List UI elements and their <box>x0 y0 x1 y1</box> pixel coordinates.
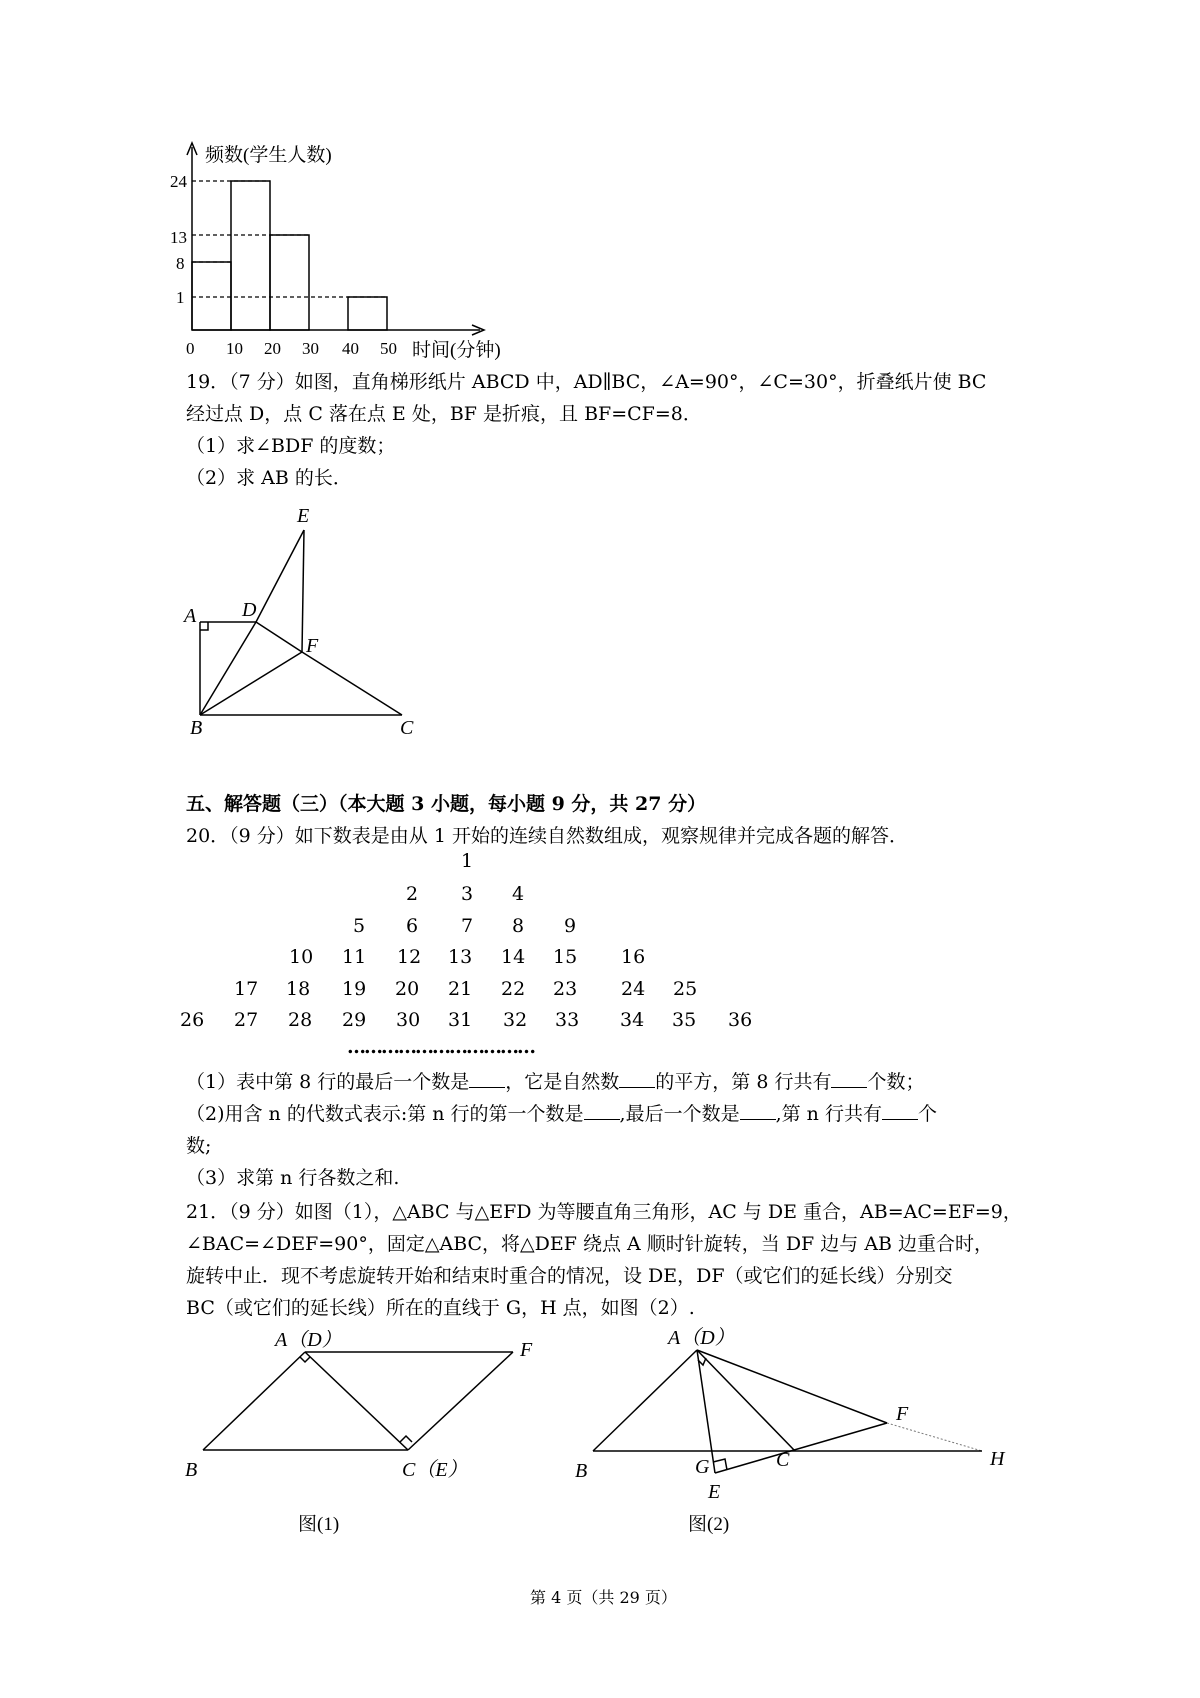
table-cell: 23 <box>553 978 578 1000</box>
table-cell: 6 <box>406 915 419 937</box>
table-cell: 27 <box>234 1009 259 1031</box>
page-footer: 第 4 页（共 29 页） <box>530 1588 677 1607</box>
q20-sub1-text: （1）表中第 8 行的最后一个数是 <box>186 1071 470 1093</box>
table-cell: 25 <box>673 978 698 1000</box>
table-cell: 28 <box>288 1009 313 1031</box>
q20-sub1-text: ，它是自然数 <box>505 1071 620 1093</box>
fig1-label-ce: C（E） <box>402 1459 468 1481</box>
fig2-label-c: C <box>776 1449 790 1471</box>
y-axis-title: 频数(学生人数) <box>205 145 332 166</box>
q20-sub2-text: ,最后一个数是 <box>619 1103 740 1125</box>
table-cell: 15 <box>553 946 578 968</box>
q20-sub2-text: （2)用含 n 的代数式表示:第 n 行的第一个数是 <box>186 1103 584 1125</box>
point-label-d: D <box>242 599 257 621</box>
answer-blank <box>469 1067 505 1088</box>
table-cell: 33 <box>555 1009 580 1031</box>
q20-intro: 20．（9 分）如下数表是由从 1 开始的连续自然数组成，观察规律并完成各题的解答． <box>186 825 908 847</box>
point-label-a: A <box>184 605 197 627</box>
q21-line1: 21．（9 分）如图（1），△ABC 与△EFD 为等腰直角三角形，AC 与 DE 重合，AB=AC=EF=9， <box>186 1201 1022 1223</box>
table-cell: 10 <box>289 946 314 968</box>
q19-sub1: （1）求∠BDF 的度数； <box>186 435 396 457</box>
answer-blank <box>831 1067 867 1088</box>
fig2-label-f: F <box>896 1403 909 1425</box>
table-cell: 12 <box>397 946 422 968</box>
table-cell: 13 <box>448 946 473 968</box>
point-label-c: C <box>400 717 414 739</box>
fig2-label-b: B <box>575 1460 588 1482</box>
q21-line3: 旋转中止．现不考虑旋转开始和结束时重合的情况，设 DE，DF（或它们的延长线）分别交 <box>186 1265 953 1287</box>
answer-blank <box>882 1099 918 1120</box>
table-cell: 22 <box>501 978 526 1000</box>
table-cell: 19 <box>342 978 367 1000</box>
table-cell: 14 <box>501 946 526 968</box>
table-cell: 21 <box>448 978 473 1000</box>
answer-blank <box>740 1099 776 1120</box>
table-cell: 2 <box>406 883 419 905</box>
point-label-e: E <box>297 505 310 527</box>
fig2-label-g: G <box>695 1456 710 1478</box>
table-cell: 9 <box>564 915 577 937</box>
fig2-label-e: E <box>708 1481 721 1503</box>
q21-line4: BC（或它们的延长线）所在的直线于 G，H 点，如图（2）. <box>186 1297 695 1319</box>
fig1-label-f: F <box>520 1339 533 1361</box>
q21-figure-1 <box>180 1330 560 1540</box>
table-cell: 34 <box>620 1009 645 1031</box>
x-tick: 40 <box>342 339 359 358</box>
q20-sub3: （3）求第 n 行各数之和. <box>186 1167 400 1189</box>
table-cell: 24 <box>621 978 646 1000</box>
answer-blank <box>584 1099 620 1120</box>
point-label-f: F <box>306 635 319 657</box>
table-cell: 35 <box>672 1009 697 1031</box>
fig2-label-h: H <box>990 1448 1005 1470</box>
table-cell: 30 <box>396 1009 421 1031</box>
x-tick: 10 <box>226 339 243 358</box>
table-cell: 3 <box>461 883 474 905</box>
q21-figure-2 <box>570 1320 1030 1540</box>
section-title: 五、解答题（三）（本大题 3 小题，每小题 9 分，共 27 分） <box>186 793 707 815</box>
x-tick: 0 <box>186 339 195 358</box>
q20-sub1-text: 的平方，第 8 行共有 <box>655 1071 832 1093</box>
table-cell: 26 <box>180 1009 205 1031</box>
table-cell: 18 <box>286 978 311 1000</box>
point-label-b: B <box>190 717 203 739</box>
fig1-label-ad: A（D） <box>275 1330 342 1351</box>
table-cell: 32 <box>503 1009 528 1031</box>
fig2-label-ad: A（D） <box>668 1327 735 1349</box>
table-cell: 5 <box>353 915 366 937</box>
table-cell: 17 <box>234 978 259 1000</box>
q19-line1: 19．（7 分）如图，直角梯形纸片 ABCD 中，AD∥BC，∠A=90°，∠C=30°，折叠纸片使 BC <box>186 371 987 393</box>
q20-sub2 <box>186 1098 937 1130</box>
q19-sub2: （2）求 AB 的长． <box>186 467 352 489</box>
fig2-caption: 图(2) <box>688 1514 730 1535</box>
table-cell: 8 <box>512 915 525 937</box>
q20-sub1-text: 个数； <box>867 1071 925 1093</box>
q21-line2: ∠BAC=∠DEF=90°，固定△ABC，将△DEF 绕点 A 顺时针旋转，当 DF 边与 AB 边重合时， <box>186 1233 994 1255</box>
y-tick: 13 <box>170 228 187 247</box>
x-tick: 20 <box>264 339 281 358</box>
table-cell: 29 <box>342 1009 367 1031</box>
table-continuation: …………………………… <box>347 1036 534 1058</box>
table-cell: 1 <box>461 850 474 872</box>
q20-sub1 <box>186 1066 924 1098</box>
table-cell: 36 <box>728 1009 753 1031</box>
x-tick: 50 <box>380 339 397 358</box>
answer-blank <box>619 1067 655 1088</box>
table-cell: 7 <box>461 915 474 937</box>
fig1-caption: 图(1) <box>298 1514 340 1535</box>
x-tick: 30 <box>302 339 319 358</box>
table-cell: 20 <box>395 978 420 1000</box>
q19-line2: 经过点 D，点 C 落在点 E 处，BF 是折痕，且 BF=CF=8． <box>186 403 702 425</box>
q20-sub2-cont: 数; <box>186 1135 212 1157</box>
table-cell: 31 <box>448 1009 473 1031</box>
q20-sub2-text: ,第 n 行共有 <box>775 1103 882 1125</box>
y-tick: 24 <box>170 172 187 191</box>
x-axis-title: 时间(分钟) <box>412 340 501 360</box>
table-cell: 16 <box>621 946 646 968</box>
y-tick: 1 <box>176 288 185 307</box>
table-cell: 4 <box>512 883 525 905</box>
table-cell: 11 <box>342 946 367 968</box>
fig1-label-b: B <box>185 1459 198 1481</box>
q20-sub2-text: 个 <box>917 1103 937 1125</box>
y-tick: 8 <box>176 254 185 273</box>
